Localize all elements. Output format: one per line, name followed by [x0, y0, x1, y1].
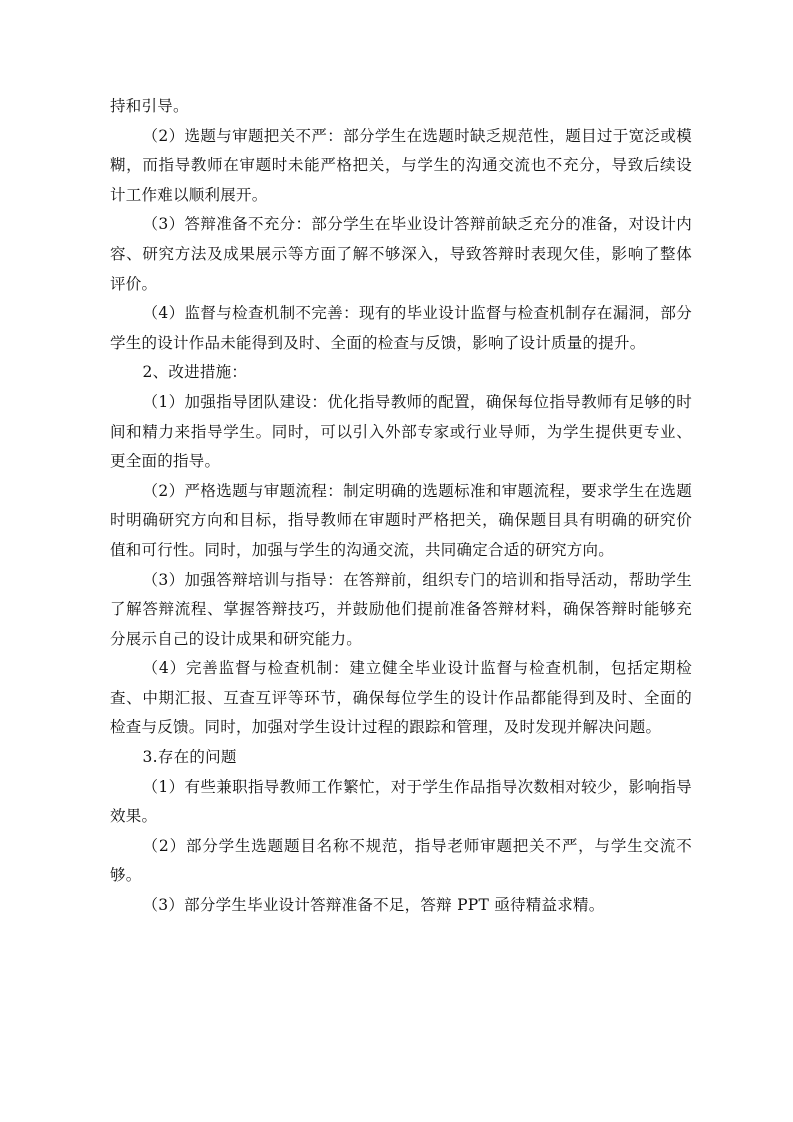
- document-body: [110, 92, 692, 921]
- paragraph-topic-review-measure: （2）严格选题与审题流程：制定明确的选题标准和审题流程，要求学生在选题时明确研究方向和目标，指导教师在审题时严格把关，确保题目具有明确的研究价值和可行性。同时，加强与学生的沟通交流，共同确定合适的研究方向。: [110, 481, 692, 559]
- paragraph-defense-preparation-issue: （3）答辩准备不充分：部分学生在毕业设计答辩前缺乏充分的准备，对设计内容、研究方法及成果展示等方面了解不够深入，导致答辩时表现欠佳，影响了整体评价。: [110, 215, 692, 293]
- paragraph-problem-topic-names: （2）部分学生选题题目名称不规范，指导老师审题把关不严，与学生交流不够。: [110, 836, 692, 885]
- paragraph-supervision-issue: （4）监督与检查机制不完善：现有的毕业设计监督与检查机制存在漏洞，部分学生的设计作品未能得到及时、全面的检查与反馈，影响了设计质量的提升。: [110, 304, 692, 352]
- section-heading-improvement-measures: 2、改进措施：: [142, 363, 248, 382]
- paragraph-defense-training-measure: （3）加强答辩培训与指导：在答辩前，组织专门的培训和指导活动，帮助学生了解答辩流程、掌握答辩技巧，并鼓励他们提前准备答辩材料，确保答辩时能够充分展示自己的设计成果和研究能力。: [110, 570, 692, 648]
- paragraph-continuation: 持和引导。: [110, 97, 189, 115]
- paragraph-team-building-measure: （1）加强指导团队建设：优化指导教师的配置，确保每位指导教师有足够的时间和精力来指导学生。同时，可以引入外部专家或行业导师，为学生提供更专业、更全面的指导。: [110, 392, 692, 471]
- paragraph-supervision-measure: （4）完善监督与检查机制：建立健全毕业设计监督与检查机制，包括定期检查、中期汇报、互查互评等环节，确保每位学生的设计作品都能得到及时、全面的检查与反馈。同时，加强对学生设计过程的跟踪和管理，及时发现并解决问题。: [110, 659, 692, 737]
- paragraph-topic-review-issue: （2）选题与审题把关不严：部分学生在选题时缺乏规范性，题目过于宽泛或模糊，而指导教师在审题时未能严格把关，与学生的沟通交流也不充分，导致后续设计工作难以顺利展开。: [110, 126, 692, 204]
- paragraph-problem-part-time-teachers: （1）有些兼职指导教师工作繁忙，对于学生作品指导次数相对较少，影响指导效果。: [110, 777, 692, 826]
- paragraph-problem-defense-ppt: （3）部分学生毕业设计答辩准备不足，答辩 PPT 亟待精益求精。: [142, 896, 605, 915]
- section-heading-existing-problems: 3.存在的问题: [142, 748, 237, 767]
